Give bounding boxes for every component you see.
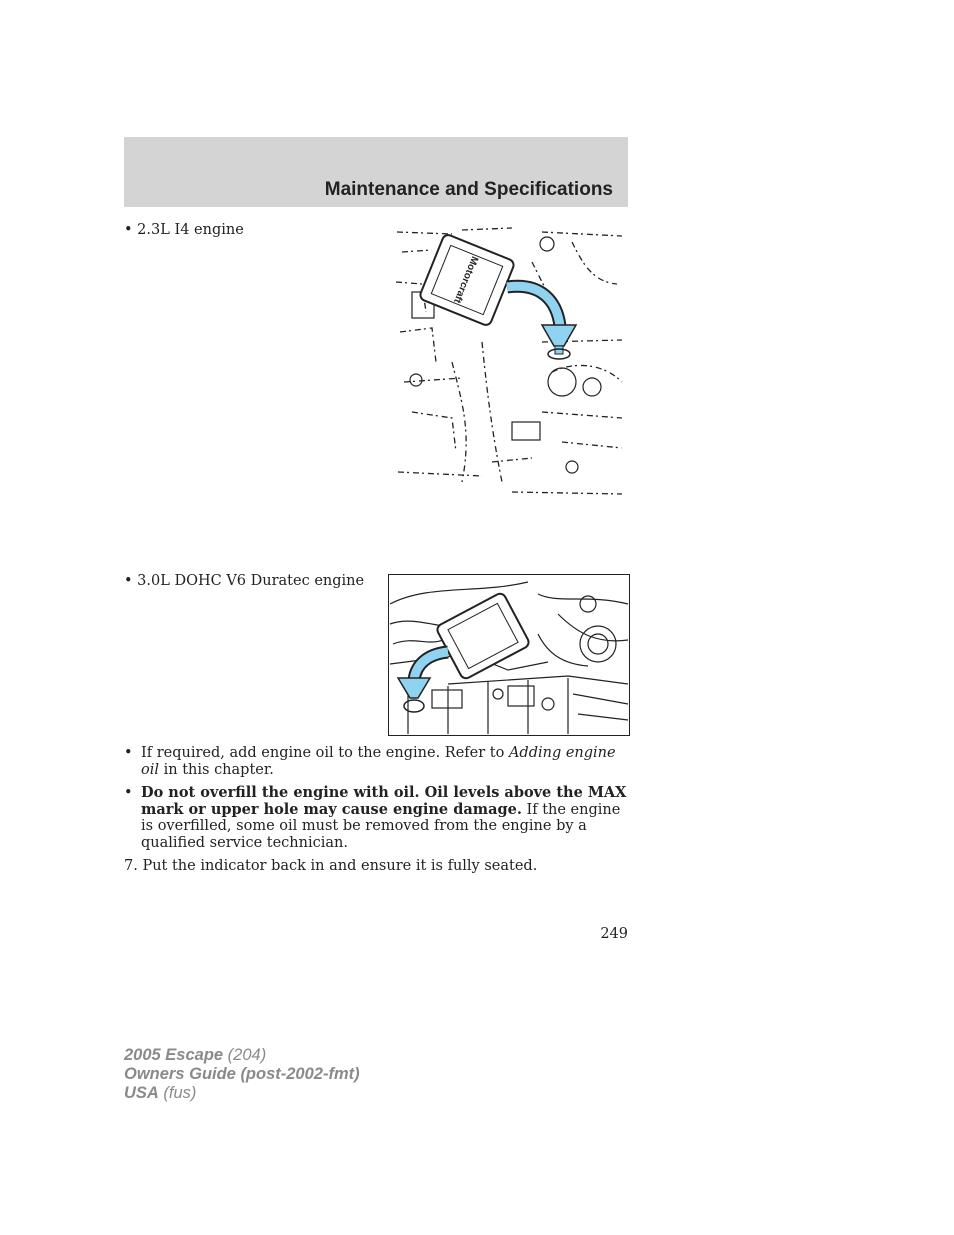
footer-model-code: (204) xyxy=(223,1046,267,1064)
footer-market-code: (fus) xyxy=(158,1084,197,1102)
engine-label-text: 3.0L DOHC V6 Duratec engine xyxy=(137,573,365,589)
list-item xyxy=(124,745,628,778)
instructions xyxy=(124,745,628,875)
document-footer xyxy=(124,1046,360,1103)
cross-reference-adding-engine-oil: Adding engine oil xyxy=(141,745,616,778)
page-number: 249 xyxy=(600,926,628,942)
section-header-band xyxy=(124,137,628,207)
bullet-marker: • xyxy=(124,222,133,238)
engine-oil-fill-illustration-3-0l xyxy=(388,574,630,736)
footer-model: 2005 Escape xyxy=(124,1046,224,1064)
engine-label-3-0l xyxy=(124,573,364,590)
bottle-brand-label: Motorcraft xyxy=(451,254,480,305)
instruction-text: If required, add engine oil to the engine. Refer to xyxy=(141,745,509,761)
instruction-text: If the engine is overfilled, some oil must be removed from the engine by a qualified service technician. xyxy=(141,801,621,851)
bullet-marker: • xyxy=(124,745,133,761)
engine-label-2-3l xyxy=(124,222,244,239)
bullet-marker: • xyxy=(124,573,133,589)
bullet-marker: • xyxy=(124,785,133,801)
instruction-text: in this chapter. xyxy=(159,761,274,778)
overfill-warning: Do not overfill the engine with oil. Oil levels above the MAX mark or upper hole may cause engine damage. xyxy=(141,784,627,818)
list-item xyxy=(124,785,628,851)
footer-guide: Owners Guide (post-2002-fmt) xyxy=(124,1065,360,1083)
section-title: Maintenance and Specifications xyxy=(324,179,613,200)
step-7: 7. Put the indicator back in and ensure it is fully seated. xyxy=(124,858,538,874)
engine-label-text: 2.3L I4 engine xyxy=(137,222,244,238)
footer-market: USA xyxy=(124,1084,159,1102)
engine-oil-fill-illustration-2-3l xyxy=(392,222,628,506)
